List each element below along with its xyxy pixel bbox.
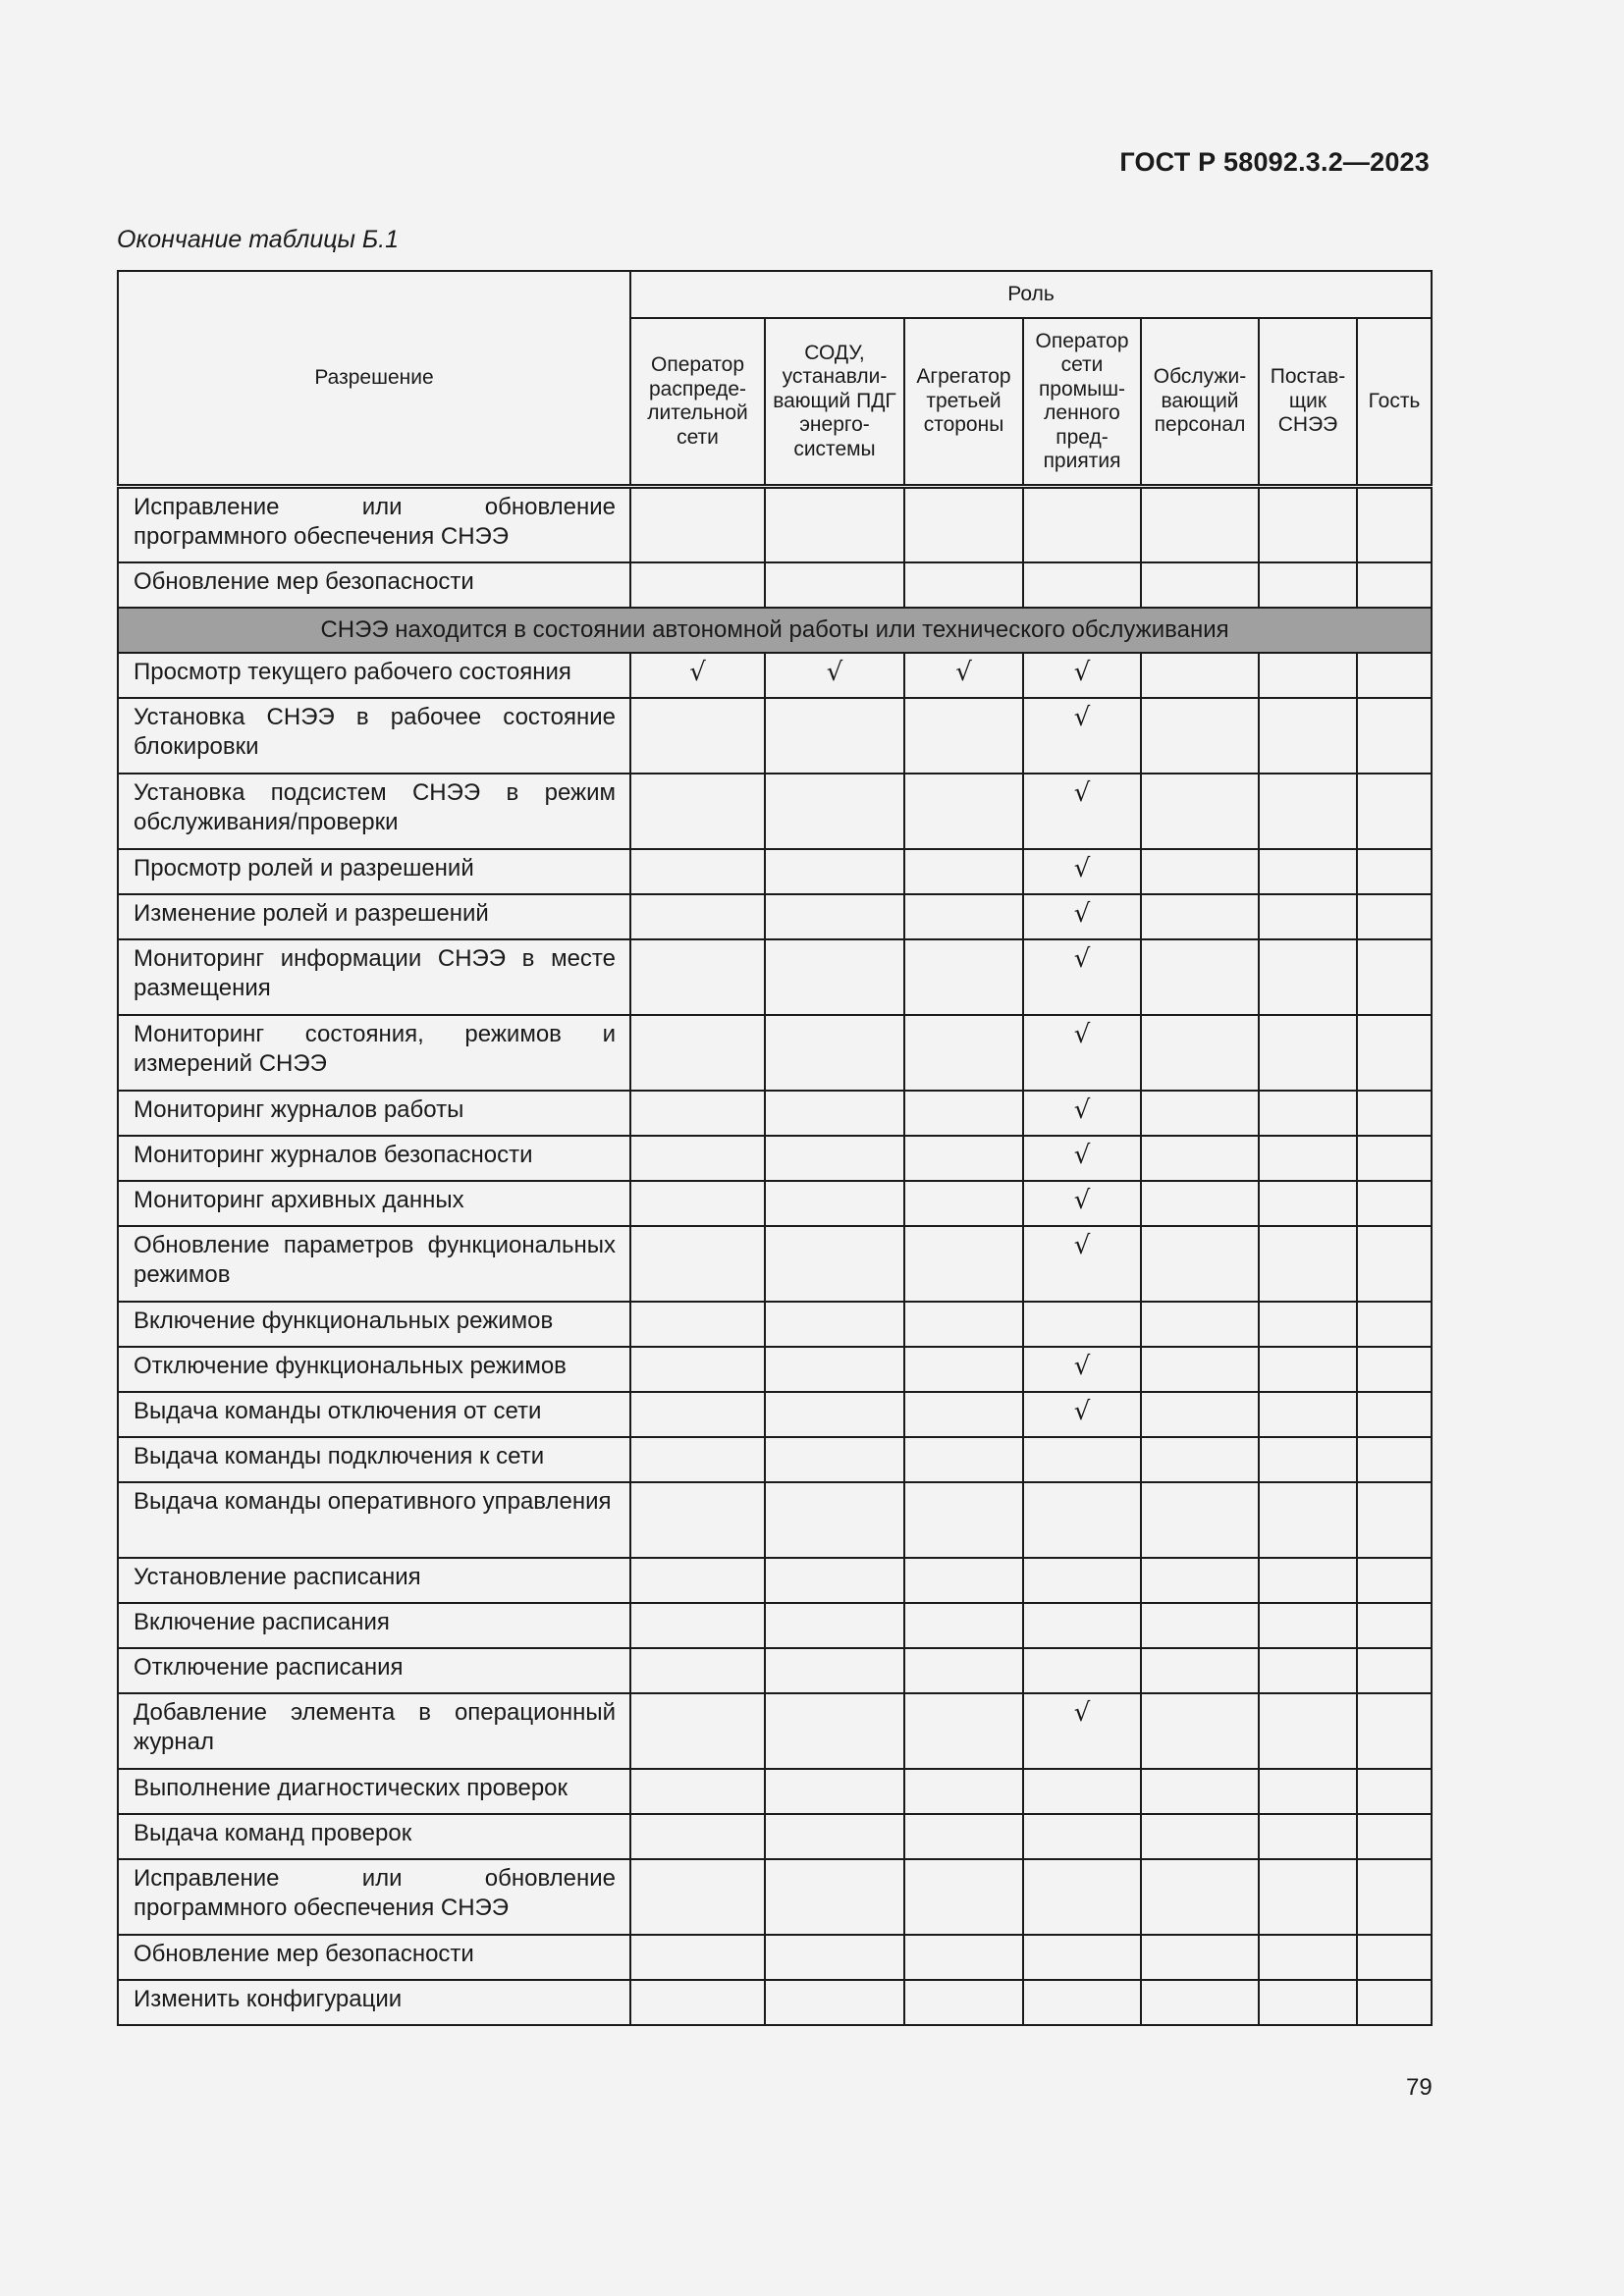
role-cell — [1357, 1226, 1432, 1302]
role-cell — [904, 1437, 1023, 1482]
role-cell — [904, 1558, 1023, 1603]
role-cell — [630, 653, 765, 698]
role-cell — [904, 1693, 1023, 1769]
table-row — [118, 1935, 1432, 1980]
role-cell — [630, 1226, 765, 1302]
role-cell — [1357, 1814, 1432, 1859]
role-cell — [1023, 1091, 1141, 1136]
role-cell — [904, 562, 1023, 608]
role-cell — [904, 1814, 1023, 1859]
role-cell — [1023, 1859, 1141, 1935]
permission-label: Обновление параметров функциональных режимов — [118, 1226, 630, 1302]
table-row — [118, 1091, 1432, 1136]
role-cell — [904, 1769, 1023, 1814]
permission-label: Отключение расписания — [118, 1648, 630, 1693]
column-header-maintenance-staff: Обслужи-вающий персонал — [1141, 318, 1259, 487]
role-cell — [630, 1181, 765, 1226]
permission-label: Изменение ролей и разрешений — [118, 894, 630, 939]
permission-label: Установка подсистем СНЭЭ в режим обслуживания/проверки — [118, 774, 630, 849]
table-row — [118, 653, 1432, 698]
role-cell — [630, 1482, 765, 1558]
check-mark: √ — [689, 657, 706, 687]
role-cell — [630, 1603, 765, 1648]
role-cell — [765, 1814, 904, 1859]
role-cell — [1141, 849, 1259, 894]
role-cell — [904, 1482, 1023, 1558]
permission-label: Добавление элемента в операционный журнал — [118, 1693, 630, 1769]
role-cell — [1023, 1693, 1141, 1769]
role-cell — [1357, 1347, 1432, 1392]
role-cell — [904, 1603, 1023, 1648]
role-cell — [1023, 1648, 1141, 1693]
role-cell — [765, 1693, 904, 1769]
permission-header: Разрешение — [118, 271, 630, 487]
table-row — [118, 894, 1432, 939]
role-cell — [1141, 1347, 1259, 1392]
role-cell — [765, 894, 904, 939]
role-cell — [1023, 1181, 1141, 1226]
check-mark: √ — [1073, 702, 1091, 732]
role-cell — [1141, 1859, 1259, 1935]
role-cell — [1357, 1181, 1432, 1226]
role-cell — [1357, 1935, 1432, 1980]
role-cell — [765, 1603, 904, 1648]
role-cell — [1259, 653, 1357, 698]
role-cell — [904, 1015, 1023, 1091]
table-row — [118, 1769, 1432, 1814]
permission-label: Исправление или обновление программного обеспечения СНЭЭ — [118, 1859, 630, 1935]
role-cell — [1259, 1437, 1357, 1482]
role-cell — [630, 1015, 765, 1091]
role-cell — [765, 1347, 904, 1392]
role-cell — [630, 1693, 765, 1769]
permission-label: Выдача команды отключения от сети — [118, 1392, 630, 1437]
role-cell — [1023, 1437, 1141, 1482]
table-row — [118, 1226, 1432, 1302]
section-row — [118, 608, 1432, 653]
role-cell — [1023, 1347, 1141, 1392]
role-cell — [630, 562, 765, 608]
role-cell — [630, 1648, 765, 1693]
section-heading: СНЭЭ находится в состоянии автономной работы или технического обслуживания — [118, 608, 1432, 653]
table-body — [118, 487, 1432, 2025]
role-cell — [1023, 894, 1141, 939]
check-mark: √ — [1073, 1697, 1091, 1728]
role-cell — [1259, 939, 1357, 1015]
role-cell — [1357, 1648, 1432, 1693]
column-header-aggregator: Агрегатор третьей стороны — [904, 318, 1023, 487]
role-cell — [1259, 1181, 1357, 1226]
check-mark: √ — [1073, 1351, 1091, 1381]
role-cell — [630, 1935, 765, 1980]
table-row — [118, 1859, 1432, 1935]
role-cell — [1259, 1302, 1357, 1347]
role-cell — [765, 487, 904, 562]
role-cell — [1141, 1226, 1259, 1302]
role-cell — [904, 698, 1023, 774]
table-row — [118, 1603, 1432, 1648]
role-cell — [1141, 894, 1259, 939]
role-cell — [904, 653, 1023, 698]
role-cell — [1357, 1091, 1432, 1136]
role-cell — [1357, 562, 1432, 608]
role-cell — [1023, 1136, 1141, 1181]
role-cell — [904, 774, 1023, 849]
permission-label: Мониторинг информации СНЭЭ в месте размещения — [118, 939, 630, 1015]
column-header-guest: Гость — [1357, 318, 1432, 487]
role-cell — [904, 894, 1023, 939]
role-cell — [1259, 1482, 1357, 1558]
role-cell — [1141, 1181, 1259, 1226]
role-cell — [1357, 1603, 1432, 1648]
role-cell — [1259, 487, 1357, 562]
role-cell — [1141, 1935, 1259, 1980]
table-row — [118, 1648, 1432, 1693]
permission-label: Выполнение диагностических проверок — [118, 1769, 630, 1814]
check-mark: √ — [1073, 1396, 1091, 1426]
table-row — [118, 1980, 1432, 2025]
permission-label: Изменить конфигурации — [118, 1980, 630, 2025]
role-cell — [1357, 1859, 1432, 1935]
role-cell — [1141, 1482, 1259, 1558]
role-cell — [1023, 1392, 1141, 1437]
permission-label: Включение функциональных режимов — [118, 1302, 630, 1347]
role-cell — [1141, 1558, 1259, 1603]
table-row — [118, 1136, 1432, 1181]
role-cell — [904, 1226, 1023, 1302]
role-cell — [1141, 1814, 1259, 1859]
role-cell — [1141, 1980, 1259, 2025]
role-cell — [1357, 653, 1432, 698]
role-cell — [1023, 774, 1141, 849]
role-cell — [765, 562, 904, 608]
role-cell — [1141, 939, 1259, 1015]
role-cell — [1259, 1226, 1357, 1302]
role-cell — [765, 1226, 904, 1302]
role-cell — [1141, 1437, 1259, 1482]
role-cell — [1357, 1693, 1432, 1769]
role-cell — [765, 1935, 904, 1980]
role-cell — [1259, 1558, 1357, 1603]
role-cell — [904, 1302, 1023, 1347]
role-cell — [1023, 487, 1141, 562]
table-row — [118, 1392, 1432, 1437]
role-cell — [1023, 1226, 1141, 1302]
column-header-supplier: Постав-щик СНЭЭ — [1259, 318, 1357, 487]
role-header: Роль — [630, 271, 1432, 318]
permission-label: Мониторинг архивных данных — [118, 1181, 630, 1226]
role-cell — [630, 1980, 765, 2025]
role-cell — [630, 1558, 765, 1603]
table-row — [118, 1302, 1432, 1347]
role-cell — [904, 1392, 1023, 1437]
role-cell — [1141, 653, 1259, 698]
role-cell — [1023, 1482, 1141, 1558]
role-cell — [1357, 1302, 1432, 1347]
column-header-distribution-operator: Оператор распреде-лительной сети — [630, 318, 765, 487]
role-cell — [904, 939, 1023, 1015]
role-cell — [1259, 849, 1357, 894]
permission-label: Мониторинг состояния, режимов и измерений СНЭЭ — [118, 1015, 630, 1091]
check-mark: √ — [1073, 1140, 1091, 1170]
role-cell — [630, 1136, 765, 1181]
role-cell — [1357, 1980, 1432, 2025]
permission-label: Выдача команды оперативного управления — [118, 1482, 630, 1558]
check-mark: √ — [1073, 1185, 1091, 1215]
role-cell — [765, 1980, 904, 2025]
role-cell — [1259, 1693, 1357, 1769]
role-cell — [630, 1091, 765, 1136]
page-number: 79 — [1406, 2074, 1433, 2101]
role-cell — [1141, 1015, 1259, 1091]
role-cell — [1141, 1302, 1259, 1347]
role-cell — [630, 1814, 765, 1859]
permission-label: Установление расписания — [118, 1558, 630, 1603]
role-cell — [630, 1392, 765, 1437]
role-cell — [1259, 774, 1357, 849]
permission-label: Мониторинг журналов безопасности — [118, 1136, 630, 1181]
table-row — [118, 1181, 1432, 1226]
permission-label: Обновление мер безопасности — [118, 1935, 630, 1980]
role-cell — [1259, 1015, 1357, 1091]
role-cell — [1141, 1769, 1259, 1814]
check-mark: √ — [1073, 777, 1091, 808]
role-cell — [904, 1181, 1023, 1226]
role-cell — [1141, 1603, 1259, 1648]
role-cell — [904, 849, 1023, 894]
check-mark: √ — [1073, 853, 1091, 883]
table-row — [118, 1814, 1432, 1859]
role-cell — [904, 1980, 1023, 2025]
role-cell — [1357, 774, 1432, 849]
check-mark: √ — [1073, 1230, 1091, 1260]
table-row — [118, 1693, 1432, 1769]
role-cell — [1023, 939, 1141, 1015]
table-row — [118, 774, 1432, 849]
role-cell — [1259, 698, 1357, 774]
role-cell — [1259, 1935, 1357, 1980]
role-cell — [1023, 1558, 1141, 1603]
permission-label: Отключение функциональных режимов — [118, 1347, 630, 1392]
role-cell — [904, 1648, 1023, 1693]
role-cell — [630, 1437, 765, 1482]
role-cell — [1141, 1648, 1259, 1693]
role-cell — [765, 1437, 904, 1482]
role-cell — [765, 698, 904, 774]
check-mark: √ — [1073, 1095, 1091, 1125]
role-cell — [765, 1302, 904, 1347]
role-cell — [1141, 698, 1259, 774]
role-cell — [1141, 1693, 1259, 1769]
role-cell — [1023, 1769, 1141, 1814]
check-mark: √ — [1073, 1019, 1091, 1049]
permission-label: Выдача команды подключения к сети — [118, 1437, 630, 1482]
table-row — [118, 698, 1432, 774]
role-cell — [765, 1859, 904, 1935]
role-cell — [1141, 487, 1259, 562]
role-cell — [765, 1136, 904, 1181]
table-header — [118, 271, 1432, 487]
role-cell — [1357, 487, 1432, 562]
role-cell — [630, 849, 765, 894]
role-cell — [765, 774, 904, 849]
check-mark: √ — [1073, 943, 1091, 974]
permission-label: Выдача команд проверок — [118, 1814, 630, 1859]
role-cell — [1259, 1980, 1357, 2025]
role-cell — [1259, 894, 1357, 939]
permissions-table — [117, 270, 1433, 2026]
role-cell — [904, 1935, 1023, 1980]
role-cell — [765, 653, 904, 698]
role-cell — [1259, 1136, 1357, 1181]
permission-label: Просмотр текущего рабочего состояния — [118, 653, 630, 698]
table-row — [118, 849, 1432, 894]
role-cell — [1357, 849, 1432, 894]
role-cell — [630, 1769, 765, 1814]
role-cell — [1357, 1482, 1432, 1558]
role-cell — [1259, 1859, 1357, 1935]
permission-label: Исправление или обновление программного обеспечения СНЭЭ — [118, 487, 630, 562]
table-caption: Окончание таблицы Б.1 — [117, 226, 399, 253]
role-cell — [1141, 562, 1259, 608]
role-cell — [904, 1136, 1023, 1181]
permission-label: Установка СНЭЭ в рабочее состояние блокировки — [118, 698, 630, 774]
role-cell — [1141, 1136, 1259, 1181]
role-cell — [1259, 1814, 1357, 1859]
role-cell — [765, 939, 904, 1015]
check-mark: √ — [955, 657, 972, 687]
role-cell — [1141, 774, 1259, 849]
role-cell — [1023, 849, 1141, 894]
permission-label: Мониторинг журналов работы — [118, 1091, 630, 1136]
role-cell — [765, 1091, 904, 1136]
role-cell — [1023, 1935, 1141, 1980]
permission-label: Включение расписания — [118, 1603, 630, 1648]
role-cell — [1259, 1091, 1357, 1136]
role-cell — [1259, 1603, 1357, 1648]
role-cell — [1357, 1558, 1432, 1603]
role-cell — [1357, 1437, 1432, 1482]
role-cell — [904, 1091, 1023, 1136]
role-cell — [1259, 1648, 1357, 1693]
role-cell — [1023, 1980, 1141, 2025]
table-row — [118, 1558, 1432, 1603]
role-cell — [904, 1859, 1023, 1935]
table-row — [118, 1015, 1432, 1091]
role-cell — [630, 1347, 765, 1392]
table-row — [118, 487, 1432, 562]
role-cell — [904, 487, 1023, 562]
role-cell — [765, 1181, 904, 1226]
role-cell — [630, 1859, 765, 1935]
role-cell — [1259, 1347, 1357, 1392]
role-cell — [1023, 562, 1141, 608]
role-cell — [904, 1347, 1023, 1392]
role-cell — [630, 894, 765, 939]
role-cell — [1357, 698, 1432, 774]
role-cell — [1259, 562, 1357, 608]
document-code: ГОСТ Р 58092.3.2—2023 — [1119, 147, 1430, 177]
role-cell — [630, 939, 765, 1015]
table-row — [118, 1347, 1432, 1392]
role-cell — [765, 1558, 904, 1603]
role-cell — [1259, 1769, 1357, 1814]
role-cell — [765, 1648, 904, 1693]
role-cell — [765, 1769, 904, 1814]
column-header-industrial-operator: Оператор сети промыш-ленного пред-приятия — [1023, 318, 1141, 487]
role-cell — [630, 1302, 765, 1347]
table-row — [118, 939, 1432, 1015]
role-cell — [630, 774, 765, 849]
role-cell — [1357, 1136, 1432, 1181]
permission-label: Обновление мер безопасности — [118, 562, 630, 608]
permission-label: Просмотр ролей и разрешений — [118, 849, 630, 894]
role-cell — [1357, 1015, 1432, 1091]
role-cell — [1023, 1814, 1141, 1859]
role-cell — [1141, 1091, 1259, 1136]
role-cell — [765, 1392, 904, 1437]
check-mark: √ — [1073, 657, 1091, 687]
role-cell — [1357, 894, 1432, 939]
table-row — [118, 1482, 1432, 1558]
role-cell — [1141, 1392, 1259, 1437]
role-cell — [1357, 939, 1432, 1015]
role-cell — [630, 698, 765, 774]
role-cell — [765, 849, 904, 894]
role-cell — [1259, 1392, 1357, 1437]
role-cell — [1023, 1603, 1141, 1648]
role-cell — [1023, 1302, 1141, 1347]
check-mark: √ — [1073, 898, 1091, 929]
role-cell — [630, 487, 765, 562]
role-cell — [1357, 1392, 1432, 1437]
role-cell — [765, 1482, 904, 1558]
role-cell — [1023, 653, 1141, 698]
column-header-sodu: СОДУ, устанавли-вающий ПДГ энерго-системы — [765, 318, 904, 487]
role-cell — [1023, 698, 1141, 774]
check-mark: √ — [826, 657, 843, 687]
role-cell — [1357, 1769, 1432, 1814]
role-cell — [1023, 1015, 1141, 1091]
table-row — [118, 562, 1432, 608]
role-cell — [765, 1015, 904, 1091]
table-row — [118, 1437, 1432, 1482]
